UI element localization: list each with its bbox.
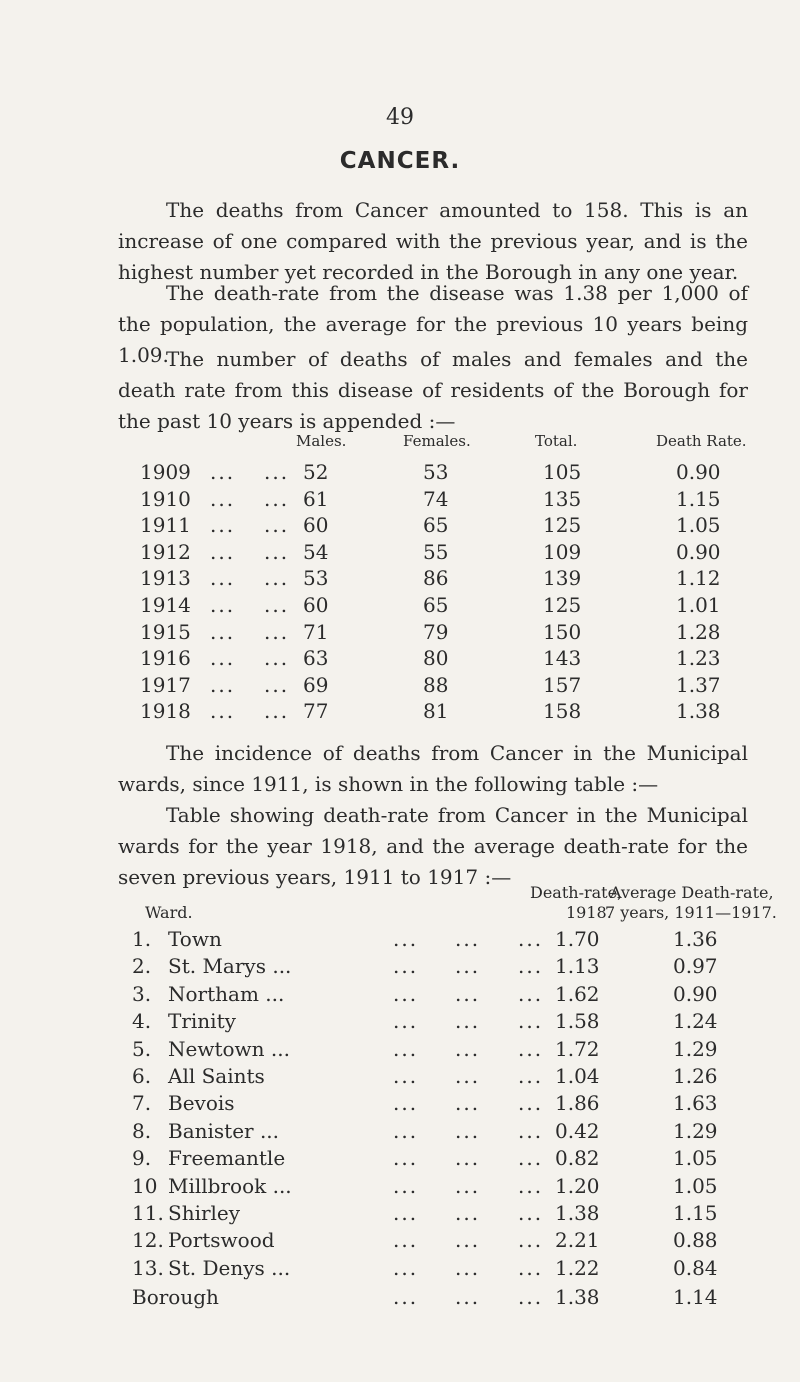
total-cell: 135 bbox=[543, 486, 582, 511]
total-cell: 109 bbox=[543, 539, 582, 564]
leader-dots: ... bbox=[393, 954, 419, 979]
leader-dots: ... bbox=[393, 1285, 419, 1309]
leader-dots: ... bbox=[455, 1228, 481, 1253]
females-cell: 53 bbox=[423, 460, 449, 484]
rate-1918-cell: 1.72 bbox=[555, 1036, 600, 1061]
ward-number: 11. bbox=[132, 1201, 164, 1225]
ward-number: 13. bbox=[132, 1255, 164, 1280]
females-cell: 79 bbox=[423, 619, 449, 644]
table-row bbox=[0, 593, 800, 623]
leader-dots: ... bbox=[518, 1091, 544, 1116]
leader-dots: ... bbox=[210, 460, 236, 484]
males-cell: 52 bbox=[303, 460, 329, 484]
average-rate-cell: 1.36 bbox=[673, 927, 718, 951]
average-rate-cell: 1.26 bbox=[673, 1064, 718, 1088]
table-row bbox=[0, 566, 800, 596]
leader-dots: ... bbox=[393, 1091, 419, 1116]
leader-dots: ... bbox=[393, 1228, 419, 1253]
table-row bbox=[0, 513, 800, 543]
leader-dots: ... bbox=[264, 539, 290, 564]
ward-number: 5. bbox=[132, 1036, 152, 1061]
header-rate-line2: 1918. bbox=[566, 903, 612, 922]
paragraph-table-intro: The number of deaths of males and females and the death rate from this disease of residents of the Borough for the past 10 years is appended :— bbox=[118, 347, 748, 433]
total-cell: 157 bbox=[543, 672, 582, 697]
total-cell: 158 bbox=[543, 699, 582, 724]
leader-dots: ... bbox=[455, 1118, 481, 1143]
leader-dots: ... bbox=[393, 1146, 419, 1171]
leader-dots: ... bbox=[455, 1009, 481, 1034]
rate-1918-cell: 1.58 bbox=[555, 1009, 600, 1034]
rate-1918-cell: 0.82 bbox=[555, 1146, 600, 1171]
leader-dots: ... bbox=[455, 954, 481, 979]
leader-dots: ... bbox=[393, 1173, 419, 1198]
header-males: Males. bbox=[296, 432, 347, 450]
rate-cell: 1.01 bbox=[676, 593, 721, 617]
year-cell: 1909 bbox=[140, 460, 191, 484]
year-cell: 1918 bbox=[140, 699, 191, 724]
leader-dots: ... bbox=[455, 1173, 481, 1198]
total-cell: 143 bbox=[543, 646, 582, 671]
females-cell: 86 bbox=[423, 566, 449, 591]
rate-1918-cell: 1.22 bbox=[555, 1255, 600, 1280]
table-row bbox=[0, 540, 800, 570]
leader-dots: ... bbox=[518, 981, 544, 1006]
leader-dots: ... bbox=[455, 981, 481, 1006]
rate-cell: 0.90 bbox=[676, 460, 721, 484]
rate-cell: 1.23 bbox=[676, 646, 721, 671]
header-total: Total. bbox=[535, 432, 578, 450]
borough-average-cell: 1.14 bbox=[673, 1285, 718, 1309]
paragraph-deaths-total: The deaths from Cancer amounted to 158. This is an increase of one compared with the previous year, and is the highest number yet recorded in the Borough in any one year. bbox=[118, 198, 748, 284]
leader-dots: ... bbox=[264, 513, 290, 538]
rate-cell: 1.15 bbox=[676, 486, 721, 511]
ward-number: 1. bbox=[132, 927, 152, 951]
rate-1918-cell: 2.21 bbox=[555, 1228, 600, 1253]
ward-number: 4. bbox=[132, 1009, 152, 1034]
ward-name: Millbrook ... bbox=[168, 1173, 292, 1198]
leader-dots: ... bbox=[518, 1146, 544, 1171]
rate-1918-cell: 1.13 bbox=[555, 954, 600, 979]
females-cell: 65 bbox=[423, 513, 449, 538]
leader-dots: ... bbox=[455, 927, 481, 951]
table-row bbox=[0, 1119, 800, 1149]
ward-number: 9. bbox=[132, 1146, 152, 1171]
borough-rate-cell: 1.38 bbox=[555, 1285, 600, 1309]
leader-dots: ... bbox=[455, 1064, 481, 1088]
ward-number: 12. bbox=[132, 1228, 164, 1253]
average-rate-cell: 1.29 bbox=[673, 1118, 718, 1143]
leader-dots: ... bbox=[264, 593, 290, 617]
males-cell: 53 bbox=[303, 566, 329, 591]
total-cell: 125 bbox=[543, 513, 582, 538]
ward-name: Shirley bbox=[168, 1201, 241, 1225]
table-row bbox=[0, 1201, 800, 1231]
leader-dots: ... bbox=[264, 699, 290, 724]
females-cell: 88 bbox=[423, 672, 449, 697]
ward-number: 10 bbox=[132, 1173, 158, 1198]
table-row bbox=[0, 1009, 800, 1039]
year-cell: 1914 bbox=[140, 593, 191, 617]
rate-cell: 1.37 bbox=[676, 672, 721, 697]
average-rate-cell: 1.24 bbox=[673, 1009, 718, 1034]
leader-dots: ... bbox=[210, 486, 236, 511]
leader-dots: ... bbox=[518, 954, 544, 979]
leader-dots: ... bbox=[518, 1201, 544, 1225]
table-row bbox=[0, 982, 800, 1012]
header-rate-line1: Death-rate, bbox=[530, 883, 623, 902]
leader-dots: ... bbox=[518, 1036, 544, 1061]
ward-name: Newtown ... bbox=[168, 1036, 290, 1061]
leader-dots: ... bbox=[518, 1285, 544, 1309]
leader-dots: ... bbox=[210, 593, 236, 617]
males-cell: 54 bbox=[303, 539, 329, 564]
ward-name: Banister ... bbox=[168, 1118, 280, 1143]
average-rate-cell: 1.05 bbox=[673, 1173, 718, 1198]
page-number: 49 bbox=[386, 105, 414, 130]
ward-number: 3. bbox=[132, 981, 152, 1006]
leader-dots: ... bbox=[393, 927, 419, 951]
average-rate-cell: 0.90 bbox=[673, 981, 718, 1006]
females-cell: 65 bbox=[423, 593, 449, 617]
leader-dots: ... bbox=[210, 646, 236, 671]
males-cell: 60 bbox=[303, 593, 329, 617]
ward-number: 2. bbox=[132, 954, 152, 979]
leader-dots: ... bbox=[393, 1036, 419, 1061]
average-rate-cell: 1.63 bbox=[673, 1091, 718, 1116]
table-row bbox=[0, 1174, 800, 1204]
table-row bbox=[0, 460, 800, 490]
ward-name: Portswood bbox=[168, 1228, 275, 1253]
females-cell: 74 bbox=[423, 486, 449, 511]
leader-dots: ... bbox=[455, 1285, 481, 1309]
average-rate-cell: 0.88 bbox=[673, 1228, 718, 1253]
rate-1918-cell: 1.20 bbox=[555, 1173, 600, 1198]
header-ward: Ward. bbox=[145, 903, 193, 922]
rate-cell: 1.38 bbox=[676, 699, 721, 724]
year-cell: 1915 bbox=[140, 619, 191, 644]
leader-dots: ... bbox=[210, 672, 236, 697]
leader-dots: ... bbox=[455, 1255, 481, 1280]
header-avg-line2: 7 years, 1911—1917. bbox=[605, 903, 777, 922]
average-rate-cell: 1.05 bbox=[673, 1146, 718, 1171]
rate-cell: 1.05 bbox=[676, 513, 721, 538]
rate-cell: 1.28 bbox=[676, 619, 721, 644]
table-row bbox=[0, 1064, 800, 1094]
leader-dots: ... bbox=[393, 1009, 419, 1034]
leader-dots: ... bbox=[455, 1036, 481, 1061]
table-row bbox=[0, 1228, 800, 1258]
rate-1918-cell: 1.86 bbox=[555, 1091, 600, 1116]
table-row bbox=[0, 487, 800, 517]
average-rate-cell: 1.15 bbox=[673, 1201, 718, 1225]
ward-name: Northam ... bbox=[168, 981, 285, 1006]
total-cell: 139 bbox=[543, 566, 582, 591]
leader-dots: ... bbox=[393, 1118, 419, 1143]
females-cell: 80 bbox=[423, 646, 449, 671]
rate-cell: 0.90 bbox=[676, 539, 721, 564]
year-cell: 1916 bbox=[140, 646, 191, 671]
table-row bbox=[0, 1146, 800, 1176]
table-row bbox=[0, 1037, 800, 1067]
ward-name: Freemantle bbox=[168, 1146, 286, 1171]
ward-number: 8. bbox=[132, 1118, 152, 1143]
males-cell: 71 bbox=[303, 619, 329, 644]
leader-dots: ... bbox=[264, 486, 290, 511]
leader-dots: ... bbox=[210, 699, 236, 724]
leader-dots: ... bbox=[518, 1009, 544, 1034]
leader-dots: ... bbox=[518, 1255, 544, 1280]
year-cell: 1910 bbox=[140, 486, 191, 511]
leader-dots: ... bbox=[264, 646, 290, 671]
leader-dots: ... bbox=[518, 927, 544, 951]
ward-name: St. Marys ... bbox=[168, 954, 292, 979]
section-heading: CANCER. bbox=[339, 148, 461, 174]
table-row bbox=[0, 673, 800, 703]
ward-name: All Saints bbox=[168, 1064, 265, 1088]
table-row bbox=[0, 620, 800, 650]
rate-1918-cell: 1.62 bbox=[555, 981, 600, 1006]
rate-cell: 1.12 bbox=[676, 566, 721, 591]
leader-dots: ... bbox=[210, 619, 236, 644]
leader-dots: ... bbox=[518, 1118, 544, 1143]
ward-name: Bevois bbox=[168, 1091, 235, 1116]
ward-number: 6. bbox=[132, 1064, 152, 1088]
leader-dots: ... bbox=[210, 539, 236, 564]
females-cell: 55 bbox=[423, 539, 449, 564]
borough-total-row bbox=[0, 1285, 800, 1315]
leader-dots: ... bbox=[455, 1146, 481, 1171]
year-cell: 1911 bbox=[140, 513, 191, 538]
header-females: Females. bbox=[403, 432, 471, 450]
leader-dots: ... bbox=[264, 566, 290, 591]
ward-name: Town bbox=[168, 927, 222, 951]
rate-1918-cell: 1.38 bbox=[555, 1201, 600, 1225]
rate-1918-cell: 1.04 bbox=[555, 1064, 600, 1088]
leader-dots: ... bbox=[393, 1064, 419, 1088]
males-cell: 63 bbox=[303, 646, 329, 671]
table-row bbox=[0, 1256, 800, 1286]
leader-dots: ... bbox=[264, 460, 290, 484]
leader-dots: ... bbox=[518, 1064, 544, 1088]
table-row bbox=[0, 954, 800, 984]
leader-dots: ... bbox=[393, 981, 419, 1006]
females-cell: 81 bbox=[423, 699, 449, 724]
year-cell: 1913 bbox=[140, 566, 191, 591]
leader-dots: ... bbox=[455, 1091, 481, 1116]
total-cell: 125 bbox=[543, 593, 582, 617]
leader-dots: ... bbox=[210, 513, 236, 538]
table-row bbox=[0, 927, 800, 957]
average-rate-cell: 0.84 bbox=[673, 1255, 718, 1280]
leader-dots: ... bbox=[210, 566, 236, 591]
table-row bbox=[0, 1091, 800, 1121]
rate-1918-cell: 0.42 bbox=[555, 1118, 600, 1143]
year-cell: 1912 bbox=[140, 539, 191, 564]
header-avg-line1: Average Death-rate, bbox=[610, 883, 774, 902]
leader-dots: ... bbox=[518, 1173, 544, 1198]
leader-dots: ... bbox=[393, 1201, 419, 1225]
total-cell: 150 bbox=[543, 619, 582, 644]
leader-dots: ... bbox=[264, 619, 290, 644]
average-rate-cell: 0.97 bbox=[673, 954, 718, 979]
ward-number: 7. bbox=[132, 1091, 152, 1116]
total-cell: 105 bbox=[543, 460, 582, 484]
paragraph-ward-table-caption: Table showing death-rate from Cancer in the Municipal wards for the year 1918, and the average death-rate for the seven previous years, 1911 to 1917 :— bbox=[118, 803, 748, 889]
males-cell: 61 bbox=[303, 486, 329, 511]
average-rate-cell: 1.29 bbox=[673, 1036, 718, 1061]
table-row bbox=[0, 646, 800, 676]
leader-dots: ... bbox=[455, 1201, 481, 1225]
rate-1918-cell: 1.70 bbox=[555, 927, 600, 951]
borough-label: Borough bbox=[132, 1285, 219, 1309]
paragraph-ward-intro: The incidence of deaths from Cancer in the Municipal wards, since 1911, is shown in the following table :— bbox=[118, 741, 748, 796]
leader-dots: ... bbox=[264, 672, 290, 697]
males-cell: 60 bbox=[303, 513, 329, 538]
ward-name: Trinity bbox=[168, 1009, 236, 1034]
leader-dots: ... bbox=[518, 1228, 544, 1253]
males-cell: 77 bbox=[303, 699, 329, 724]
males-cell: 69 bbox=[303, 672, 329, 697]
table-row bbox=[0, 699, 800, 729]
year-cell: 1917 bbox=[140, 672, 191, 697]
leader-dots: ... bbox=[393, 1255, 419, 1280]
paragraph-death-rate: The death-rate from the disease was 1.38 per 1,000 of the population, the average for the previous 10 years being 1.09. bbox=[118, 281, 748, 367]
header-death-rate: Death Rate. bbox=[656, 432, 747, 450]
ward-name: St. Denys ... bbox=[168, 1255, 291, 1280]
